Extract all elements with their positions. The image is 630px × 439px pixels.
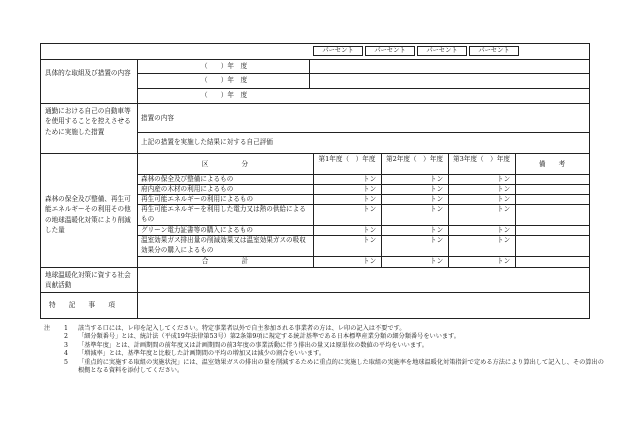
- note-item: [44, 359, 604, 376]
- percent-box: パーセント: [417, 46, 467, 56]
- note-number: 2: [64, 333, 68, 341]
- divider: [137, 59, 138, 318]
- category-header: 区 分: [201, 160, 249, 168]
- unit-label: トン: [363, 236, 377, 244]
- note-text: 「重点的に実施する取組の実施状況」には、温室効果ガスの排出の量を削減するために重点的に実施した取組の実施率を地球温暖化対策指針で定める方法により算出して記入し、その算出の根拠となる資料を添付してください。: [78, 358, 604, 375]
- note-item: [44, 333, 604, 341]
- note-text: 「増減率」とは、基準年度と比較した計画期間の平均の増加又は減少の割合をいいます。: [78, 350, 326, 358]
- unit-label: トン: [430, 205, 444, 213]
- note-text: 該当する口には、レ印を記入してください。特定事業者以外で自主参加される事業者の方は、レ印の記入は不要です。: [78, 325, 406, 332]
- unit-label: トン: [363, 185, 377, 193]
- year1-header: 第1年度（ ）年度: [318, 155, 376, 163]
- forest-item: 再生可能エネルギーを利用した電力又は熱の供給によるもの: [141, 205, 306, 223]
- divider: [137, 88, 589, 89]
- unit-label: トン: [430, 185, 444, 193]
- unit-label: トン: [430, 257, 444, 265]
- unit-label: トン: [497, 226, 511, 234]
- forest-item: 温室効果ガス排出量の削減効果又は温室効果ガスの吸収効果分の購入によるもの: [141, 236, 306, 254]
- special-notes-label: 特 記 事 項: [49, 301, 115, 309]
- unit-label: トン: [430, 226, 444, 234]
- forest-item: 森林の保全及び整備によるもの: [141, 175, 234, 183]
- notes-section: [44, 325, 604, 375]
- unit-label: トン: [497, 257, 511, 265]
- note-item: [44, 350, 604, 358]
- total-label: 合 計: [201, 257, 249, 265]
- percent-box: パーセント: [313, 46, 363, 56]
- unit-label: トン: [363, 175, 377, 183]
- self-restraint-label: 通勤における自己の自動車等を使用することを控えさせるために実施した措置: [45, 107, 131, 136]
- note-number: 3: [64, 341, 68, 349]
- year3-header: 第3年度（ ）年度: [453, 155, 510, 163]
- unit-label: トン: [363, 226, 377, 234]
- unit-label: トン: [430, 195, 444, 203]
- note-number: 1: [64, 325, 68, 332]
- self-evaluation-label: 上記の措置を実施した結果に対する自己評価: [141, 138, 273, 146]
- specific-measures-label: 具体的な取組及び措置の内容: [45, 69, 131, 77]
- divider: [448, 153, 449, 267]
- divider: [41, 103, 589, 104]
- note-item: [44, 342, 604, 350]
- divider: [41, 267, 589, 268]
- notes-heading: 注: [44, 325, 51, 332]
- forest-reduction-label: 森林の保全及び整備、再生可能エネルギーその利用その他の地球温暖化対策により削減した量: [45, 195, 131, 234]
- divider: [515, 153, 516, 267]
- unit-label: トン: [497, 175, 511, 183]
- note-number: 5: [64, 358, 68, 366]
- unit-label: トン: [497, 185, 511, 193]
- note-number: 4: [64, 350, 68, 358]
- unit-label: トン: [430, 175, 444, 183]
- remarks-header: 備 考: [538, 160, 566, 168]
- note-text: 「細分類番号」とは、統計法（平成19年法律第53号）第2条第9項に規定する統計基準である日本標準産業分類の細分類番号をいいます。: [78, 333, 460, 341]
- forest-item: 再生可能エネルギーの利用によるもの: [141, 195, 254, 203]
- year-label: （ ）年 度: [201, 76, 248, 84]
- percent-box: パーセント: [365, 46, 415, 56]
- divider: [313, 153, 314, 267]
- forest-item: 府内産の木材の利用によるもの: [141, 185, 234, 193]
- measure-content-label: 措置の内容: [141, 114, 174, 122]
- unit-label: トン: [363, 205, 377, 213]
- unit-label: トン: [497, 205, 511, 213]
- unit-label: トン: [497, 195, 511, 203]
- note-text: 「基準年度」とは、計画期間の前年度又は計画期間の前3年度の事業活動に伴う排出の量又は原単位の数値の平均をいいます。: [78, 341, 428, 349]
- divider: [41, 59, 589, 60]
- forest-item: グリーン電力証書等の購入によるもの: [141, 226, 253, 234]
- year2-header: 第2年度（ ）年度: [386, 155, 443, 163]
- divider: [41, 292, 589, 293]
- divider: [137, 73, 589, 74]
- divider: [137, 132, 589, 133]
- report-form-table: [40, 43, 590, 319]
- percent-box: パーセント: [469, 46, 519, 56]
- divider: [381, 153, 382, 267]
- divider: [41, 153, 589, 154]
- divider: [309, 59, 310, 88]
- unit-label: トン: [363, 195, 377, 203]
- unit-label: トン: [430, 236, 444, 244]
- unit-label: トン: [497, 236, 511, 244]
- year-label: （ ）年 度: [201, 62, 248, 70]
- social-contribution-label: 地球温暖化対策に資する社会貢献活動: [45, 271, 131, 290]
- unit-label: トン: [363, 257, 377, 265]
- year-label: （ ）年 度: [201, 91, 248, 99]
